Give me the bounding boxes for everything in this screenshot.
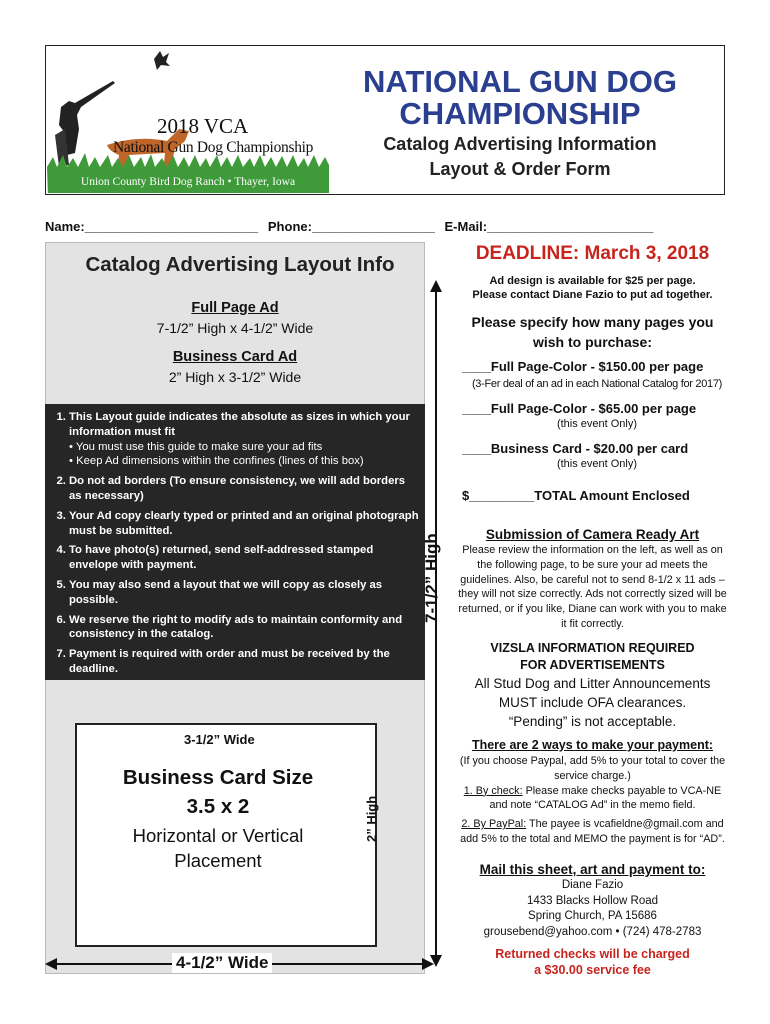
- full-page-title: Full Page Ad: [191, 300, 279, 316]
- logo-title: National Gun Dog Championship: [113, 139, 314, 156]
- phone-field[interactable]: Phone:_________________: [267, 219, 435, 234]
- submission-body: Please review the information on the left, as well as on the following page, to be sure your ad meets the guidelines. Also, be careful not to send 8-1/2 x 11 ads – they will not size correctly. Ads not correctly sized will be returned, or if you like, Diane can work with you to make it fit correctly.: [458, 544, 727, 630]
- rule-item: 6. We reserve the right to modify ads to maintain conformity and consistency in the catalog.: [69, 613, 419, 643]
- vizsla-title: VIZSLA INFORMATION REQUIRED FOR ADVERTISEMENTS: [490, 641, 695, 672]
- option-note: (this event Only): [556, 458, 638, 470]
- full-page-size: 7-1/2” High x 4-1/2” Wide: [156, 320, 314, 336]
- rule-item: 3. Your Ad copy clearly typed or printed and an original photograph must be submitted.: [69, 509, 419, 539]
- logo-tagline: Union County Bird Dog Ranch • Thayer, Iowa: [80, 176, 296, 188]
- rule-item: 5. You may also send a layout that we will copy as closely as possible.: [69, 578, 419, 608]
- email-field[interactable]: E-Mail:_______________________: [444, 219, 654, 234]
- returned-check-note: Returned checks will be charged a $30.00 service fee: [495, 947, 690, 977]
- mail-address: Diane Fazio 1433 Blacks Hollow Road Spring Church, PA 15686 grousebend@yahoo.com • (724) 478-2783: [455, 878, 730, 940]
- submission-title: Submission of Camera Ready Art: [485, 527, 700, 542]
- rule-bullet: • You must use this guide to make sure your ad fits: [69, 440, 323, 453]
- rule-item: 7. Payment is required with order and must be received by the deadline.: [69, 647, 419, 677]
- bc-high-label: 2” High: [364, 795, 379, 842]
- layout-title: Catalog Advertising Layout Info: [85, 253, 395, 276]
- business-card-size: 2” High x 3-1/2” Wide: [168, 369, 302, 385]
- option-full-page-65[interactable]: ____Full Page-Color - $65.00 per page: [462, 401, 697, 416]
- deadline: DEADLINE: March 3, 2018: [475, 243, 710, 264]
- logo-year: 2018 VCA: [157, 114, 249, 138]
- rule-item: 1. This Layout guide indicates the absolute as sizes in which your information must fit • You must use this guide to make sure your ad fits • Keep Ad dimensions within the confines (lines of this box): [69, 410, 419, 469]
- option-note: (3-Fer deal of an ad in each National Catalog for 2017): [471, 378, 723, 390]
- total-amount-field[interactable]: $_________TOTAL Amount Enclosed: [462, 488, 690, 503]
- option-note: (this event Only): [556, 418, 638, 430]
- payment-title: There are 2 ways to make your payment:: [471, 738, 714, 752]
- mail-title: Mail this sheet, art and payment to:: [479, 862, 706, 877]
- name-field[interactable]: Name:________________________: [45, 219, 259, 234]
- rule-item: 2. Do not ad borders (To ensure consistency, we will add borders as necessary): [69, 474, 419, 504]
- option-business-card[interactable]: ____Business Card - $20.00 per card: [462, 441, 689, 456]
- rule-bullet: • Keep Ad dimensions within the confines (lines of this box): [69, 455, 364, 468]
- bc-wide-label: 3-1/2” Wide: [180, 732, 259, 747]
- business-card-title: Business Card Ad: [172, 349, 298, 365]
- payment-body: (If you choose Paypal, add 5% to your total to cover the service charge.) 1. By check: Please make checks payable to VCA-NE and note “CATALOG Ad” in the memo field. 2. By PayPal: The payee is vcafieldne@gmail.com and add 5% to the total and MEMO the payment is for “AD”.: [459, 755, 726, 845]
- mail-contact[interactable]: grousebend@yahoo.com • (724) 478-2783: [483, 925, 702, 938]
- specify-pages: Please specify how many pages you wish to purchase:: [471, 314, 714, 350]
- design-note: Ad design is available for $25 per page. Please contact Diane Fazio to put ad together.: [472, 275, 713, 301]
- option-full-page-150[interactable]: ____Full Page-Color - $150.00 per page: [462, 359, 704, 374]
- main-title: NATIONAL GUN DOG CHAMPIONSHIP: [362, 64, 677, 131]
- bc-box-title: Business Card Size 3.5 x 2: [122, 766, 314, 818]
- full-wide-label: 4-1/2” Wide: [172, 953, 272, 973]
- bc-box-note: Horizontal or Vertical Placement: [132, 825, 304, 871]
- sub-title: Catalog Advertising Information Layout & Order Form: [383, 134, 657, 179]
- vizsla-body: All Stud Dog and Litter Announcements MUST include OFA clearances. “Pending” is not acceptable.: [474, 676, 711, 729]
- rule-item: 4. To have photo(s) returned, send self-addressed stamped envelope with payment.: [69, 543, 419, 573]
